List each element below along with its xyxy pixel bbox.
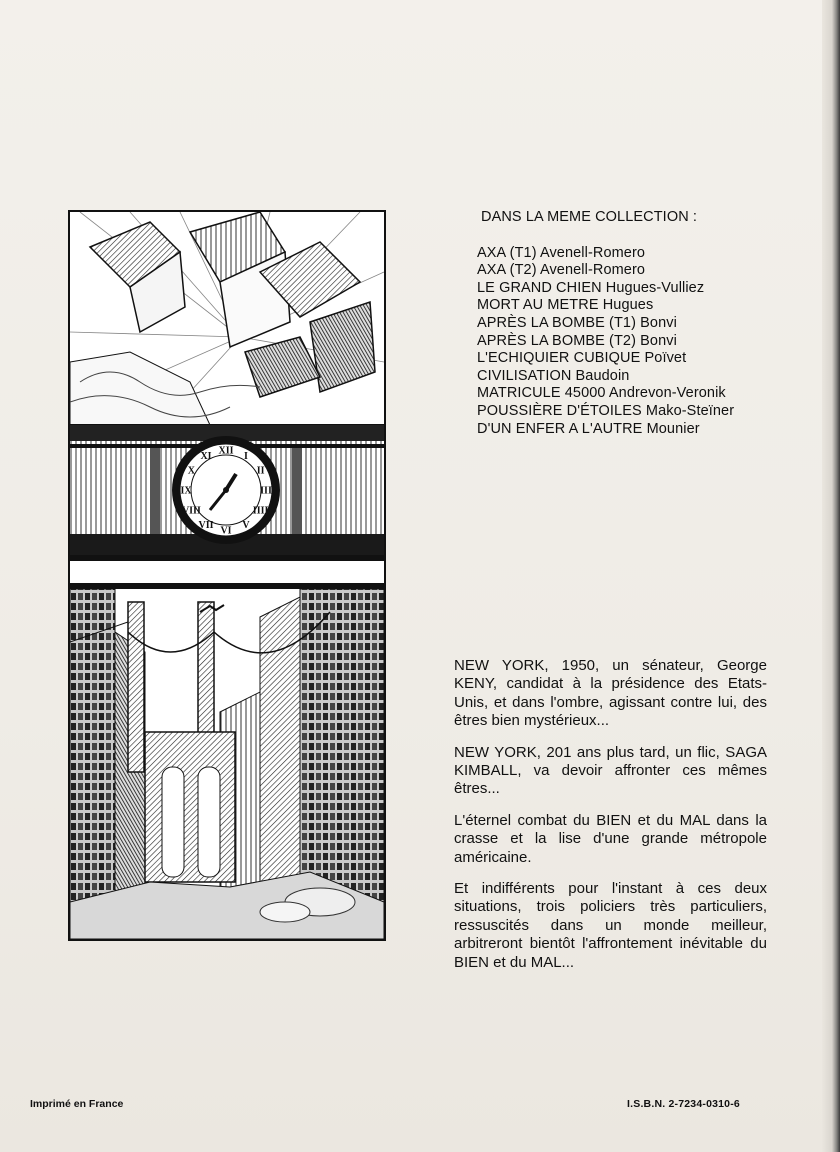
clock-facade (70, 425, 384, 555)
clock-numeral: I (244, 450, 248, 462)
collection-title: AXA (T2) Avenell-Romero (477, 262, 646, 279)
clock-numeral: III (260, 485, 272, 497)
collection-title: APRÈS LA BOMBE (T2) Bonvi (477, 332, 677, 349)
collection-title: LE GRAND CHIEN Hugues-Vulliez (477, 279, 705, 296)
clock-numeral: XI (200, 450, 212, 462)
collection-title: MORT AU METRE Hugues (477, 297, 654, 314)
collection-title: CIVILISATION Baudoin (477, 367, 630, 384)
collection-heading: DANS LA MEME COLLECTION : (481, 209, 698, 225)
synopsis-text (454, 657, 767, 985)
collection-title: AXA (T1) Avenell-Romero (477, 244, 646, 261)
collection-title: L'ECHIQUIER CUBIQUE Poïvet (477, 350, 687, 367)
collection-list-block (474, 209, 774, 438)
synopsis-paragraph: NEW YORK, 1950, un sénateur, George KENY, candidat à la présidence des Etats-Unis, et dans l'ombre, agissant contre lui, des êtres bien mystérieux... (454, 657, 767, 730)
floating-city-blocks (70, 212, 384, 425)
collection-title: MATRICULE 45000 Andrevon-Veronik (477, 385, 726, 402)
cover-edge-shadow (822, 0, 840, 1152)
clock-numeral: X (187, 465, 196, 477)
collection-titles (474, 245, 774, 439)
synopsis-paragraph: NEW YORK, 201 ans plus tard, un flic, SAGA KIMBALL, va devoir affronter ces mêmes êtres... (454, 743, 767, 798)
clock-numeral: XII (218, 445, 234, 457)
clock-numeral: VII (198, 520, 214, 532)
printed-in-france: Imprimé en France (30, 1098, 124, 1110)
isbn-number: I.S.B.N. 2-7234-0310-6 (627, 1098, 740, 1110)
clock-numeral: II (256, 465, 265, 477)
clock-numeral: VI (220, 525, 232, 537)
illustration-art (70, 212, 384, 939)
synopsis-paragraph: L'éternel combat du BIEN et du MAL dans la crasse et la lise d'une grande métropole américaine. (454, 811, 767, 866)
clock-numeral: IIII (252, 505, 269, 517)
collection-title: POUSSIÈRE D'ÉTOILES Mako-Steïner (477, 402, 735, 419)
clock-numeral: IX (180, 485, 192, 497)
synopsis-paragraph: Et indifférents pour l'instant à ces deux situations, trois policiers très particuliers, ressuscités dans un monde meilleur, arbitreront bientôt l'affrontement inévitable du BIEN et du MAL... (454, 880, 767, 971)
comic-illustration-panel (68, 210, 386, 941)
clock-numeral: VIII (181, 505, 201, 517)
collection-title: APRÈS LA BOMBE (T1) Bonvi (477, 314, 677, 331)
clock-numeral: V (242, 520, 250, 532)
new-york-street-scene (70, 589, 384, 939)
collection-title: D'UN ENFER A L'AUTRE Mounier (477, 420, 700, 437)
